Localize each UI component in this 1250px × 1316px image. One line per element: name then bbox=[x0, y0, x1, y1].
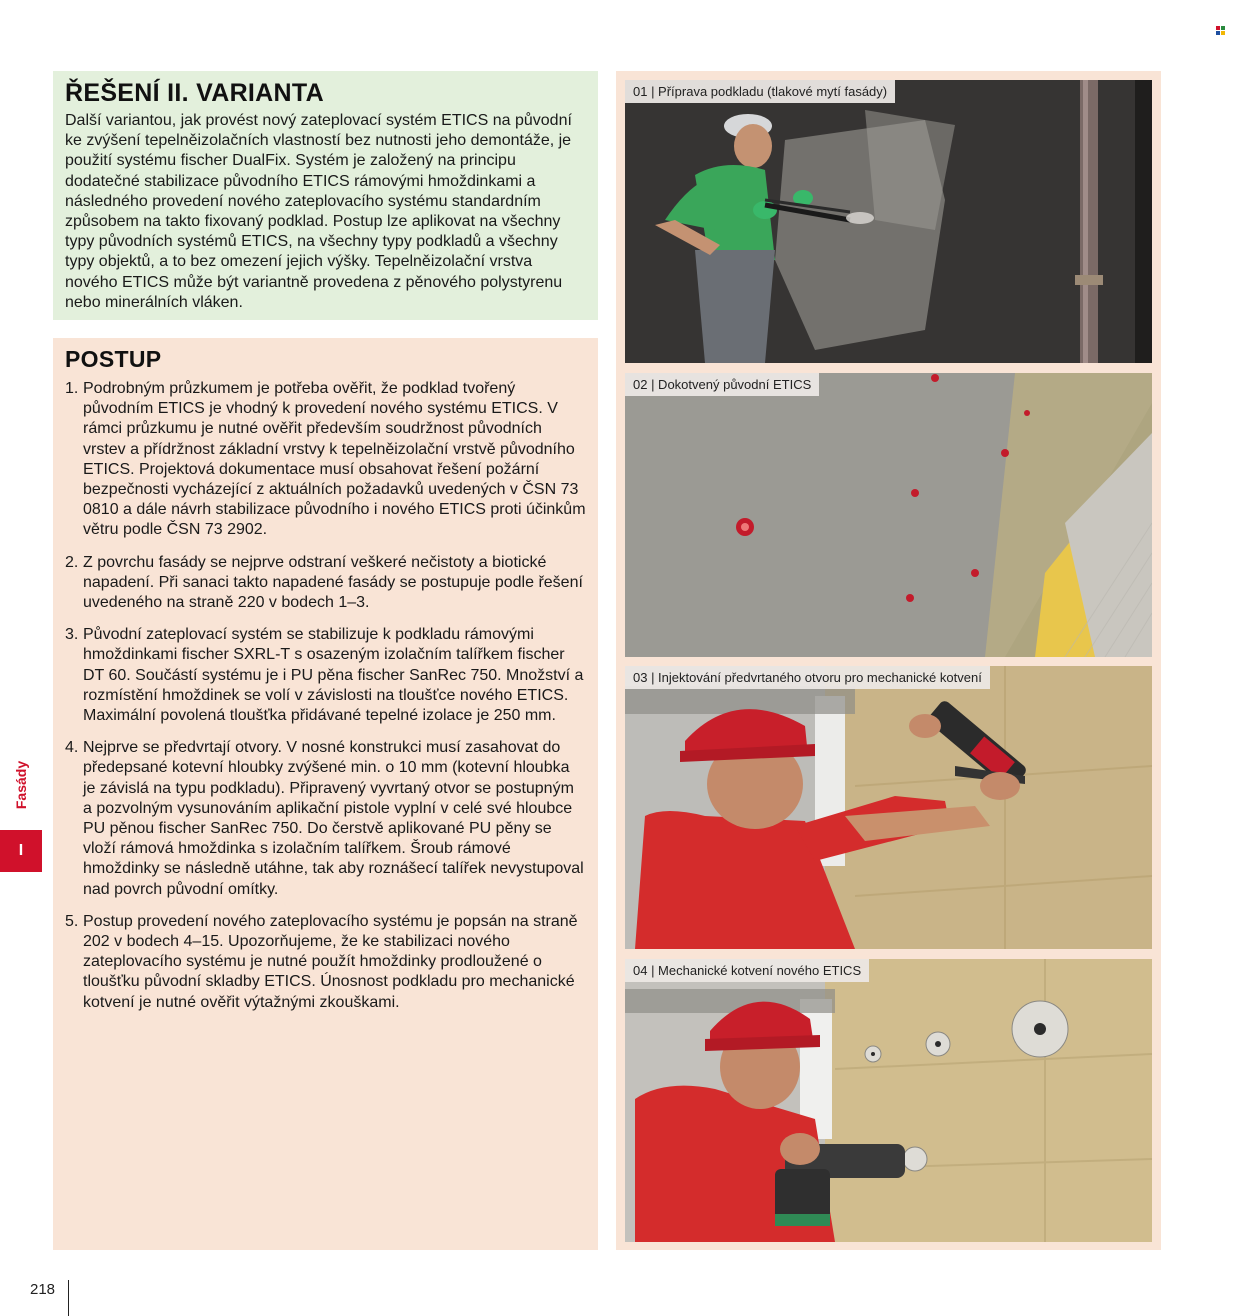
chapter-tab: I bbox=[0, 830, 42, 872]
step-text: Podrobným průzkumem je potřeba ověřit, že podklad tvořený původním ETICS je vhodný k provedení nového systému ETICS. V rámci průzkumu je nutné ověřit především soudržnost původních vrstev a přídržnost základní vrstvy k tepelněizolační vrstvě původního ETICS. Projektová dokumentace musí obsahovat řešení požární bezpečnosti vycházející z aktuálních požadavků uvedených v ČSN 73 0810 a dále návrh stabilizace původního i nového ETICS proti účinkům větru podle ČSN 73 2902. bbox=[83, 380, 586, 539]
photo-column bbox=[616, 71, 1161, 1250]
solution-title: ŘEŠENÍ II. VARIANTA bbox=[65, 79, 324, 107]
step-number: 4. bbox=[65, 739, 79, 757]
section-label bbox=[0, 745, 42, 825]
step-text: Postup provedení nového zateplovacího systému je popsán na straně 202 v bodech 4–15. Upozorňujeme, že ke stabilizaci nového zateplovacího systému je nutné použít hmoždinky prodloužené o tloušťku původní skladby ETICS. Únosnost podkladu pro mechanické kotvení je nutné ověřit výtažnými zkouškami. bbox=[83, 912, 578, 1011]
step-number: 2. bbox=[65, 553, 79, 571]
procedure-step bbox=[65, 912, 586, 1013]
photo-caption: 01 | Příprava podkladu (tlakové mytí fasády) bbox=[625, 80, 895, 103]
pressure-washing-photo-icon bbox=[625, 80, 1152, 363]
step-number: 3. bbox=[65, 626, 79, 644]
procedure-step bbox=[65, 379, 586, 541]
step-text: Nejprve se předvrtají otvory. V nosné konstrukci musí zasahovat do předepsané kotevní hloubky zvýšené min. o 10 mm (kotevní hloubka je závislá na typu podkladu). Připravený vyvrtaný otvor se postupným a pozvolným vysunováním aplikační pistole vyplní v celé své hloubce PU pěnou fischer SanRec 750. Do čerstvě aplikované PU pěny se vloží rámová hmoždinka s izolačním talířkem. Šroub rámové hmoždinky se následně utáhne, tak aby roznášecí talířek nevystupoval nad povrch původní omítky. bbox=[83, 739, 584, 898]
step-text: Původní zateplovací systém se stabilizuje k podkladu rámovými hmoždinkami fischer SXRL-T s osazeným izolačním talířkem fischer DT 60. Součástí systému je i PU pěna fischer SanRec 750. Množství a rozmístění hmoždinek se volí v závislosti na tloušťce nového ETICS. Maximální povolená tloušťka přidávané tepelné izolace je 250 mm. bbox=[83, 626, 584, 725]
anchored-etics-photo-icon bbox=[625, 373, 1152, 657]
photo-anchored-etics bbox=[625, 373, 1152, 657]
corner-logo-mark bbox=[1216, 26, 1225, 35]
procedure-step bbox=[65, 553, 586, 614]
photo-mechanical-anchoring bbox=[625, 959, 1152, 1242]
photo-foam-injection bbox=[625, 666, 1152, 949]
step-number: 1. bbox=[65, 380, 79, 397]
photo-caption: 04 | Mechanické kotvení nového ETICS bbox=[625, 959, 869, 982]
solution-text: Další variantou, jak provést nový zateplovací systém ETICS na původní ke zvýšení tepelněizolačních vlastností bez nutnosti jeho demontáže, je použití systému fischer DualFix. Systém je založený na principu dodatečné stabilizace původního ETICS rámovými hmoždinkami a následného provedení nového zateplovacího systému standardním způsobem na takto fixovaný podklad. Postup lze aplikovat na všechny typy původních systémů ETICS, na všechny typy podkladů a všechny typy objektů, a to bez omezení jejich výšky. Tepelněizolační vrstva nového ETICS může být variantně provedena z pěnového polystyrenu nebo minerálních vláken. bbox=[65, 112, 572, 311]
procedure-step bbox=[65, 625, 586, 726]
procedure-steps bbox=[65, 379, 586, 1013]
photo-pressure-washing bbox=[625, 80, 1152, 363]
procedure-step bbox=[65, 738, 586, 900]
solution-box bbox=[53, 71, 598, 320]
page-number: 218 bbox=[30, 1281, 56, 1298]
procedure-box bbox=[53, 338, 598, 1250]
section-label-text: Fasády bbox=[13, 760, 29, 810]
photo-caption: 03 | Injektování předvrtaného otvoru pro mechanické kotvení bbox=[625, 666, 990, 689]
photo-caption: 02 | Dokotvený původní ETICS bbox=[625, 373, 819, 396]
step-text: Z povrchu fasády se nejprve odstraní veškeré nečistoty a biotické napadení. Při sanaci takto napadené fasády se postupuje podle řešení uvedeného na straně 220 v bodech 1–3. bbox=[83, 553, 583, 612]
step-number: 5. bbox=[65, 912, 79, 930]
mechanical-anchoring-photo-icon bbox=[625, 959, 1152, 1242]
foam-injection-photo-icon bbox=[625, 666, 1152, 949]
page-number-divider bbox=[68, 1280, 69, 1316]
procedure-title: POSTUP bbox=[65, 346, 162, 372]
